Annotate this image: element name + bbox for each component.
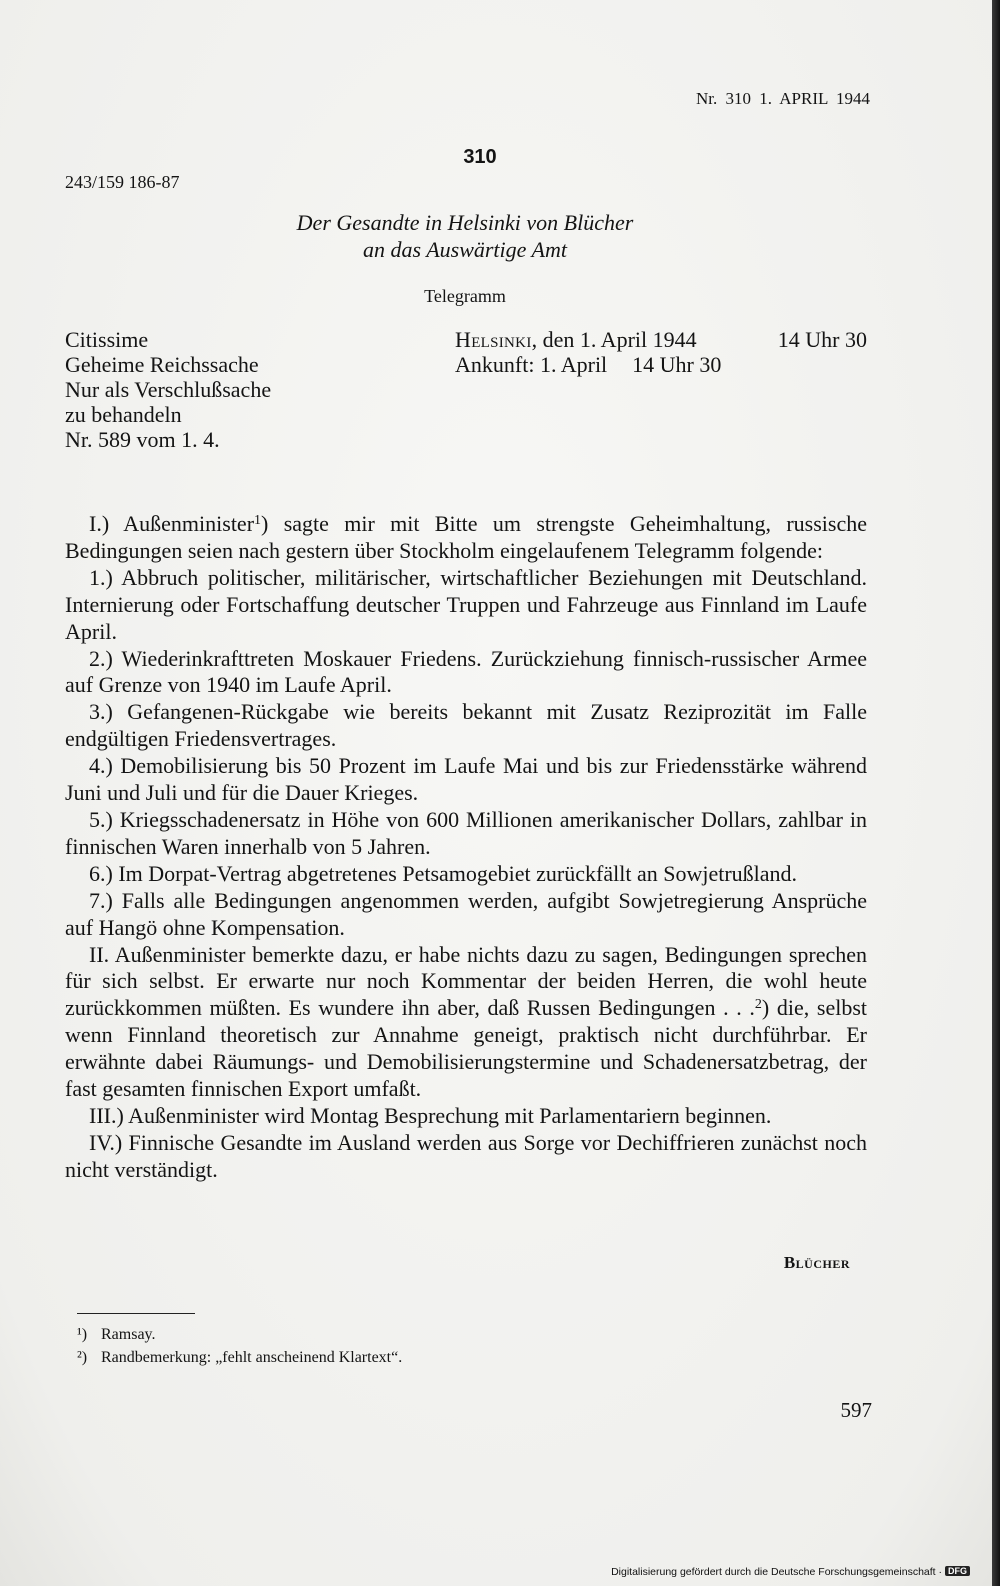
dispatch-block	[455, 327, 867, 377]
arrival-date: Ankunft: 1. April	[455, 352, 608, 377]
scan-edge	[992, 0, 1000, 1586]
handling-label-1: Nur als Verschlußsache	[65, 377, 272, 402]
footnote-2: ²) Randbemerkung: „fehlt anscheinend Klartext“.	[77, 1349, 403, 1366]
signature: Blücher	[783, 1253, 850, 1272]
dfg-logo: DFG	[945, 1566, 970, 1576]
document-number: 310	[463, 146, 497, 168]
condition-5: 5.) Kriegsschadenersatz in Höhe von 600 Millionen amerikanischer Dollars, zahlbar in finnischen Waren innerhalb von 5 Jahren.	[65, 806, 867, 859]
condition-7: 7.) Falls alle Bedingungen angenommen werden, aufgibt Sowjetregierung Ansprüche auf Hangö ohne Kompensation.	[65, 887, 867, 940]
document-type: Telegramm	[424, 286, 506, 306]
arrival-row	[455, 352, 867, 377]
footnote-divider	[77, 1313, 195, 1314]
page-number: 597	[840, 1398, 872, 1422]
telegram-body	[65, 511, 867, 1184]
sent-date: , den 1. April 1944	[531, 327, 697, 352]
document-heading	[0, 209, 930, 263]
heading-line-1: Der Gesandte in Helsinki von Blücher	[296, 210, 634, 235]
paragraph-2: II. Außenminister bemerkte dazu, er habe nichts dazu zu sagen, Bedingungen sprechen für sich selbst. Er erwarte nur noch Kommentar der beiden Herren, die wohl heute zurückkommen müßten. Es wundere ihn aber, daß Russen Bedingungen . . .$^2$) die, selbst wenn Finnland theoretisch zur Annahme geneigt, praktisch nicht durchführbar. Er erwähnte dabei Räumungs- und Demobilisierungstermine und Schadenersatzbetrag, der fast gesamten finnischen Export umfaßt.	[65, 941, 867, 1102]
digitization-credit	[580, 1566, 970, 1578]
footnote-ref-2: 2	[754, 997, 762, 1013]
arrival-time: 14 Uhr 30	[632, 352, 722, 377]
handling-label-2: zu behandeln	[65, 402, 182, 427]
priority-label: Citissime	[65, 327, 149, 352]
footnotes	[77, 1323, 402, 1369]
sent-row	[455, 327, 867, 352]
sent-time: 14 Uhr 30	[777, 327, 867, 352]
condition-2: 2.) Wiederinkrafttreten Moskauer Friedens. Zurückziehung finnisch-russischer Armee auf Grenze von 1940 im Laufe April.	[65, 645, 867, 698]
condition-3: 3.) Gefangenen-Rückgabe wie bereits bekannt mit Zusatz Reziprozität im Falle endgültigen Friedensvertrages.	[65, 699, 867, 752]
telegram-number: Nr. 589 vom 1. 4.	[65, 427, 220, 452]
condition-6: 6.) Im Dorpat-Vertrag abgetretenes Petsamogebiet zurückfällt an Sowjetrußland.	[89, 860, 798, 886]
paragraph-3: III.) Außenminister wird Montag Besprechung mit Parlamentariern beginnen.	[89, 1102, 772, 1128]
paragraph-1: I.) Außenminister$^1$) sagte mir mit Bitte um strengste Geheimhaltung, russische Bedingungen seien nach gestern über Stockholm eingelaufenem Telegramm folgende:	[65, 511, 867, 563]
classification-block	[65, 327, 271, 452]
heading-line-2: an das Auswärtige Amt	[363, 237, 567, 262]
paragraph-4: IV.) Finnische Gesandte im Ausland werden aus Sorge vor Dechiffrieren zunächst noch nicht verständigt.	[65, 1129, 867, 1182]
credit-text: Digitalisierung gefördert durch die Deutsche Forschungsgemeinschaft ·	[611, 1566, 942, 1578]
condition-1: 1.) Abbruch politischer, militärischer, wirtschaftlicher Beziehungen mit Deutschland. Internierung oder Fortschaffung deutscher Truppen und Fahrzeuge aus Finnland im Laufe April.	[65, 564, 867, 644]
running-head: Nr. 310 1. APRIL 1944	[695, 89, 870, 108]
place-name: Helsinki	[455, 327, 532, 352]
footnote-ref-1: 1	[254, 513, 262, 528]
secrecy-label: Geheime Reichssache	[65, 352, 259, 377]
file-reference: 243/159 186-87	[65, 172, 180, 192]
footnote-1: ¹) Ramsay.	[77, 1326, 156, 1343]
condition-4: 4.) Demobilisierung bis 50 Prozent im Laufe Mai und bis zur Friedensstärke während Juni und Juli und für die Dauer Krieges.	[65, 753, 867, 806]
